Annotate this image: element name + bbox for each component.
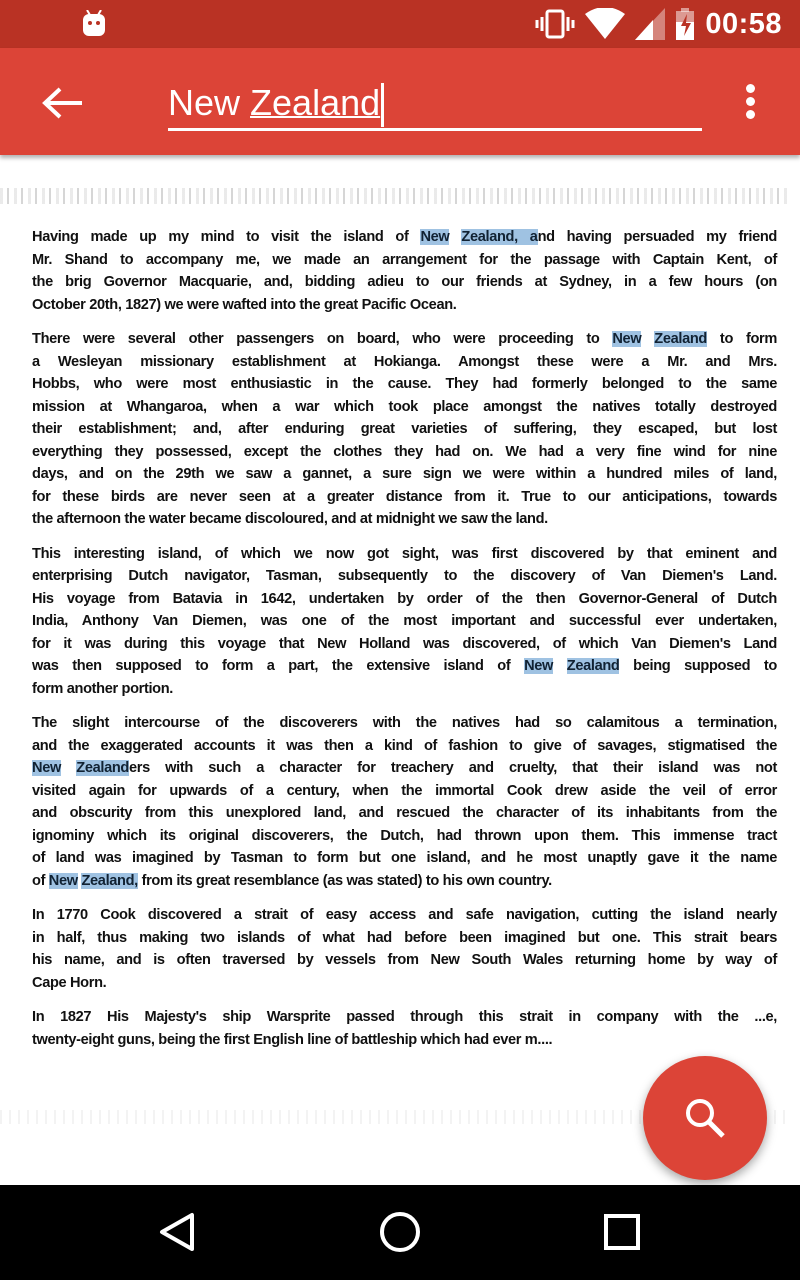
vibrate-icon [535, 9, 575, 39]
search-fab-button[interactable] [643, 1056, 767, 1180]
search-highlight: New [32, 760, 61, 776]
text-line [32, 825, 777, 848]
more-vert-icon[interactable] [738, 84, 762, 124]
text-segment: In 1770 Cook discovered a strait of easy access and safe navigation, cutting the island nearly [32, 907, 777, 923]
text-segment: India, Anthony Van Diemen, was one of the most important and successful ever undertaken, [32, 613, 777, 629]
text-segment: visited again for upwards of a century, when the immortal Cook drew aside the veil of error [32, 782, 777, 799]
text-line [32, 678, 777, 701]
text-segment: to form [706, 331, 777, 347]
text-segment: was then supposed to form a part, the extensive island of [32, 658, 525, 674]
text-caret [381, 83, 384, 127]
search-highlight: Zealand, [81, 872, 138, 889]
text-line [32, 735, 777, 758]
text-segment: Cape Horn. [32, 974, 107, 991]
text-line [32, 780, 777, 803]
paragraph [32, 328, 777, 531]
text-segment: days, and on the 29th we saw a gannet, a sure sign we were within a hundred miles of land, [32, 466, 777, 482]
text-segment: the afternoon the water became discoloured, and at midnight we saw the land. [32, 511, 548, 527]
text-segment [553, 658, 567, 674]
paragraph [32, 543, 777, 701]
search-text-plain: New [168, 82, 251, 123]
text-line [32, 712, 777, 735]
text-line [32, 588, 777, 611]
text-line [32, 543, 777, 566]
paragraph [32, 904, 777, 994]
search-highlight: Zealand, a [461, 229, 538, 245]
text-segment: in half, thus making two islands of what had before been imagined but one. This strait bears [32, 929, 777, 946]
text-segment: for it was during this voyage that New Holland was discovered, of which Van Diemen's Land [32, 635, 777, 652]
search-highlight: Zealand [654, 331, 707, 347]
android-debug-icon [82, 10, 106, 36]
text-line [32, 373, 777, 396]
text-segment: form another portion. [32, 680, 174, 697]
text-line [32, 249, 777, 272]
text-line [32, 757, 777, 780]
text-line [32, 802, 777, 825]
text-line [32, 655, 777, 678]
text-segment: a Wesleyan missionary establishment at Hokianga. Amongst these were a Mr. and Mrs. [32, 353, 777, 370]
status-bar [0, 0, 800, 48]
text-segment: There were several other passengers on board, who were proceeding to [32, 331, 613, 347]
text-segment: of land was imagined by Tasman to form but one island, and he most unaptly gave it the name [32, 850, 777, 866]
wifi-icon [585, 8, 625, 40]
text-line [32, 396, 777, 419]
text-segment: Hobbs, who were most enthusiastic in the cause. They had formerly belonged to the same [32, 376, 777, 392]
text-segment [641, 331, 654, 347]
text-segment: mission at Whangaroa, when a war which took place amongst the natives totally destroyed [32, 398, 777, 415]
text-line [32, 486, 777, 509]
battery-charging-icon [675, 8, 695, 40]
text-segment: The slight intercourse of the discoverers with the natives had so calamitous a termination, [32, 715, 777, 731]
paragraph [32, 226, 777, 316]
text-segment: His voyage from Batavia in 1642, undertaken by order of the then Governor-General of Dutch [32, 590, 777, 607]
search-icon [683, 1096, 727, 1140]
text-segment: from its great resemblance (as was stated) to his own country. [137, 872, 552, 889]
text-segment: twenty-eight guns, being the first English line of battleship which had ever m.... [32, 1031, 553, 1048]
text-line [32, 633, 777, 656]
text-segment: his name, and is often traversed by vessels from New South Wales returning home by way of [32, 952, 777, 968]
text-line [32, 972, 777, 995]
text-line [32, 463, 777, 486]
text-segment: October 20th, 1827) we were wafted into the great Pacific Ocean. [32, 296, 457, 313]
text-segment: In 1827 His Majesty's ship Warsprite passed through this strait in company with the ...e, [32, 1009, 777, 1025]
navigation-bar [0, 1185, 800, 1280]
text-segment: Mr. Shand to accompany me, we made an arrangement for the passage with Captain Kent, of [32, 251, 777, 268]
text-segment [449, 229, 461, 245]
text-segment: ers with such a character for treachery and cruelty, that their island was not [128, 760, 777, 776]
text-line [32, 1029, 777, 1052]
text-line [32, 949, 777, 972]
search-text-composing: Zealand [250, 82, 381, 123]
text-segment: Having made up my mind to visit the island of [32, 229, 421, 245]
text-segment: the brig Governor Macquarie, and, bidding adieu to our friends at Sydney, in a few hours (on [32, 274, 777, 290]
text-line [32, 870, 777, 893]
paragraph [32, 1006, 777, 1051]
text-segment: and obscurity from this unexplored land, and rescued the character of its inhabitants from the [32, 805, 777, 821]
text-line [32, 226, 777, 249]
text-line [32, 328, 777, 351]
text-segment: This interesting island, of which we now got sight, was first discovered by that eminent and [32, 545, 777, 562]
search-highlight: New [524, 658, 554, 674]
search-highlight: New [612, 331, 642, 347]
text-segment: being supposed to [619, 658, 777, 674]
signal-icon [635, 8, 665, 40]
text-line [32, 847, 777, 870]
text-segment: for these birds are never seen at a greater distance from it. True to our anticipations, towards [32, 488, 777, 505]
text-line [32, 418, 777, 441]
home-circle-icon[interactable] [375, 1207, 425, 1257]
search-toolbar [0, 48, 800, 155]
text-line [32, 508, 777, 531]
text-line [32, 904, 777, 927]
arrow-left-icon[interactable] [40, 86, 84, 120]
search-input[interactable] [168, 78, 702, 131]
text-segment [61, 760, 76, 776]
text-line [32, 610, 777, 633]
scanned-page-edge [0, 188, 790, 204]
search-highlight: Zealand [566, 658, 620, 674]
recents-square-icon[interactable] [597, 1207, 647, 1257]
document-page [32, 226, 777, 1063]
back-triangle-icon[interactable] [152, 1207, 202, 1257]
search-highlight: New [48, 872, 78, 889]
text-segment: and the exaggerated accounts it was then a kind of fashion to give of savages, stigmatised the [32, 737, 777, 754]
text-line [32, 294, 777, 317]
text-line [32, 271, 777, 294]
text-segment: ignominy which its original discoverers, the Dutch, had thrown upon them. This immense tract [32, 827, 777, 844]
text-segment: enterprising Dutch navigator, Tasman, subsequently to the discovery of Van Diemen's Land. [32, 568, 777, 584]
text-segment: of [32, 872, 49, 889]
text-line [32, 351, 777, 374]
search-highlight: Zealand [76, 760, 129, 776]
text-segment: everything they possessed, except the clothes they had on. We had a very fine wind for nine [32, 443, 777, 460]
text-line [32, 1006, 777, 1029]
text-segment: their establishment; and, after enduring great varieties of suffering, they escaped, but lost [32, 421, 777, 437]
text-line [32, 927, 777, 950]
text-segment: nd having persuaded my friend [537, 229, 777, 245]
text-line [32, 441, 777, 464]
search-highlight: New [420, 229, 450, 245]
clock: 00:58 [705, 7, 782, 40]
paragraph [32, 712, 777, 892]
text-line [32, 565, 777, 588]
